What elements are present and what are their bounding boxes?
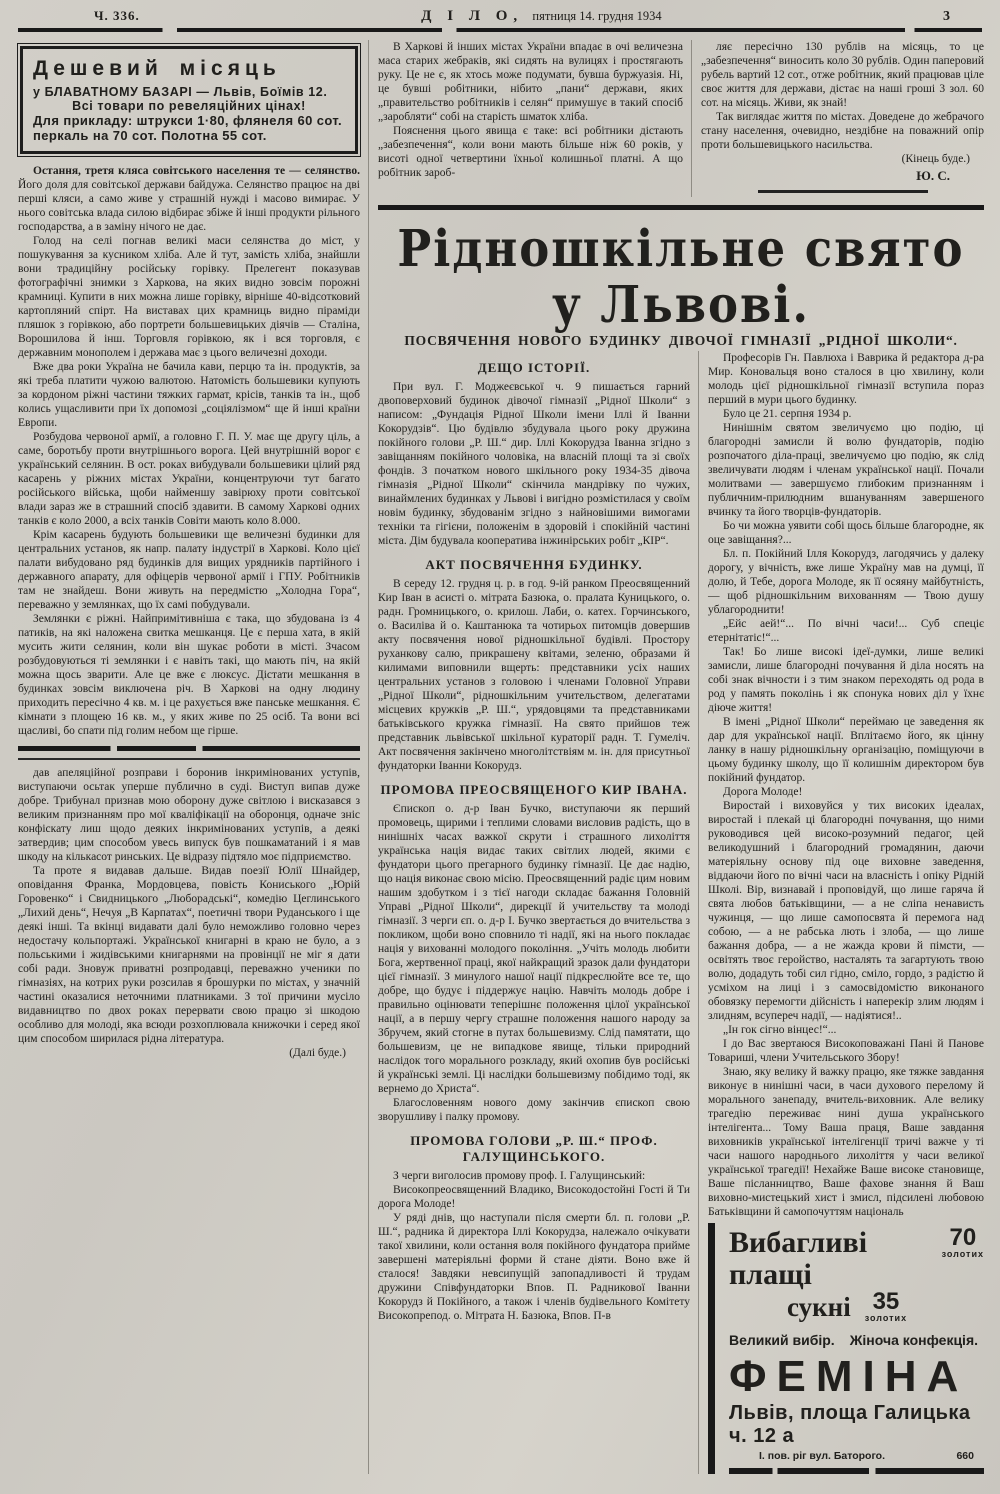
paragraph: „Ейс аей!“... По вічні часи!... Суб спеціє етернітатіс!“... [708, 618, 984, 644]
author-signature: Ю. С. [916, 168, 950, 183]
section-chairman-speech [378, 1169, 690, 1323]
paragraph: При вул. Г. Моджеєвської ч. 9 пишається гарний двоповерховий будинок дівочої гімназії „Рідної Школи“ з написом: „Фундація Рідної Школи імени Іллі й Іванни Кокорудзів“. Цю будівлю збудувала цього року дружина покійного голови „Р. Ш.“ дир. Іллі Кокорудза Іванна згідно з завіщанням покійного чоловіка, на власній площі та зі своїх фондів. З початком нового шкільного року 1934-35 дівоча гімназія „Рідної Школи“ скінчила мандрівку по чужих, винаймлених будинках у Львові і вигідно розмістилася у своїм новім будинку, збудованім згідно з найновішими вимогами техніки та гігієни, положенім в здоровій і спокійній частині міста. Дім будувала кооператива інжинірських робіт „КІР“. [378, 381, 690, 547]
feature-top-rule [378, 205, 984, 210]
paragraph: У ряді днів, що наступали після смерти бл. п. голови „Р. Ш.“, радника й директора Іллі Кокорудза, належало очікувати такої хвилини, коли остання воля покійного фундатора прийме завершені матеріяльні форми й стане діяти. Воно вже й сталося! Завдяки невсипущій запопадливості й трудам дружини Співфундаторки Впов. П. Радникової Іванни Кокорудз й Покійного, а також і членів будівельного Комітету Високопрепод. о. Мітрата Н. Базюка, Впов. П-в [378, 1212, 690, 1322]
soviet-life-middle-column [378, 40, 691, 180]
femina-corner-note: І. пов. ріг вул. Баторого. [759, 1450, 886, 1462]
short-rule [758, 190, 928, 193]
section-heading: АКТ ПОСВЯЧЕННЯ БУДИНКУ. [425, 557, 643, 572]
ad-line: у БЛАВАТНОМУ БАЗАРІ — Львів, Боїмів 12. [33, 85, 328, 99]
paragraph: Нинішнім святом звеличуємо цю подію, ці благородні замисли й волю фундаторів, подію розпочатого діла-праці, звеличуємо цю подію, як слід звеличувати людям і членам української нації. Почали молитвами — завершуємо глибоким признанням і публичним-прилюдним вшануванням завершеного вчинку та його творців-фундаторів. [708, 422, 984, 518]
femina-ad-number: 660 [956, 1450, 974, 1462]
feature-headline-block [378, 217, 984, 351]
paragraph: Землянки є ріжні. Найпримітивніша є така, що збудована із 4 патиків, на які наложена свитка мешканця. Це є перша хата, в якій мусить жити селянин, коли він шукає роботи в місті. Зчасом розбудовуються ті землянки і є навіть такі, що мають піч, на якій можна щось зварити. Але це вже є люксус. Дістати мешкання в будинках зовсім виключена річ. В Харкові на одну людину приходить пересічно 4 кв. м. і це рахується вже панське мешкання. Є кімнати з площею 16 кв. м., у яких живе по 25 осіб. Та вони всі щасливі, бо спати під голим небом ще гірше. [18, 613, 360, 737]
paragraph: Єпископ о. д-р Іван Бучко, виступаючи як перший промовець, щирими і теплими словами висловив радість, що в нинішніх часах важкої скрути і страшного лихоліття українська нація видає таких світлих людей, якими є фундатори цього прегарного будинку гімназії. Це дає надію, що нація виконає свою місію. Преосвященний радіє цим новим нашим здобутком і з тієї нагоди складає бажання Головній Управі „Рідної Школи“, дирекції й учительству та молоді гімназії. З черги єп. о. д-р І. Бучко звертається до вчительства з покликом, щоби воно сповнило ті надії, які на нього покладає нація у вихованні молодого покоління. „Учіть молодь любити Бога, жертвенної праці, якої найкращий зразок дали фундатори цієї гімназії. З минулого нашої нації підкреслюйте все те, що добре, що будує і піддержує націю. Навчіть молодь добре і правильно оцінювати теперішнє положення цілої української нації, а в першу чергу страшне положення нашого народу за Збручем, який стогне в путах большевизму. Слід памятати, що большевизм, це не випадкове явище, тільки природний наслідок того морального розкладу, який охопив був російські й українські землі. Ці наслідки большевизму побідимо тоді, як вернемо до Христа“. [378, 803, 690, 1095]
section-divider [18, 746, 360, 751]
paragraph: Бо чи можна уявити собі щось більше благородне, як оце завіщання?... [708, 520, 984, 546]
page-header [16, 4, 984, 28]
paragraph: Голод на селі погнав великі маси селянства до міст, у пошукування за кусником хліба. Але й тут, замість хліба, знайшли вони традиційну російську горівку. Прелегент показував фотографічні знимки з Харкова, на яких видно зовсім порожні крамниці. Купити в них можна лише горівку, вірніше 40-відсотковий картопляний спірт. На виставах цих крамниць видно піраміди пляшок з горівкою, або портрети большевицьких діячів — Сталіна, Ворошилова й інш. Торговля горівкою, як і вся торговля, є державним монополем і держава має з цього величезні доходи. [18, 235, 360, 359]
paragraph: І до Вас звертаюся Високоповажані Пані й Панове Товариші, члени Учительського Збору! [708, 1038, 984, 1064]
section-bishop-speech [378, 802, 690, 1124]
paragraph: Так виглядає життя по містах. Доведене до жебрачого стану населення, очевидно, нездібне на поважний опір проти большевицького насильства. [701, 111, 984, 151]
masthead [140, 8, 943, 25]
femina-address: Львів, площа Галицька ч. 12 а [729, 1402, 971, 1447]
ad-title: Дешевий місяць [33, 57, 281, 80]
section-heading: ДЕЩО ІСТОРІЇ. [477, 360, 591, 375]
feature-subtitle: ПОСВЯЧЕННЯ НОВОГО БУДИНКУ ДІВОЧОЇ ГІМНАЗІЇ „РІДНОЇ ШКОЛИ“. [404, 333, 958, 348]
paragraph: Пояснення цього явища є таке: всі робітники дістають „забезпечення“, коли вони мають більше ніж 60 років, у висоті одної четвертини їхньої колишньої платні. А що робітник зароб- [378, 125, 683, 179]
main-columns [16, 34, 984, 1474]
paragraph: В Харкові й інших містах України впадає в очі величезна маса старих жебраків, які сидять на вулицях і простягають руку. Це не є, як хтось може подумати, бувша буржуазія. Ні, це бувші робітники, нібито „пани“ держави, яких „правительство робітників і селян“ примушує в такий спосіб „заробляти“ собі на старість шматок хліба. [378, 41, 683, 123]
masthead-title: Д І Л О, [421, 8, 524, 24]
top-continuation-row [378, 40, 984, 197]
femina-confection: Жіноча конфекція. [849, 1332, 978, 1348]
soviet-life-right-column [691, 40, 984, 197]
paragraph: „Ін гок сігно вінцес!“... [723, 1024, 837, 1036]
section-history [378, 380, 690, 548]
ad-blavatny-bazaar [20, 46, 358, 154]
article-ending: (Кінець буде.) [901, 153, 970, 165]
feature-middle-column [378, 351, 698, 1323]
article-soviet-life-left [18, 164, 360, 738]
memoir-signoff: (Далі буде.) [289, 1047, 346, 1059]
ad-femina [708, 1223, 984, 1474]
paragraph: В середу 12. грудня ц. р. в год. 9-ій ранком Преосвященний Кир Іван в асисті о. мітрата Базюка, о. пралата Куницького, о. радн. Громницького, о. крилош. Лаби, о. катех. Горчинського, о. Василіва й о. Каштанюка та чотирьох питомців довершив акту посвячення нової рідношкільної будівлі. Простору руханкову салю, прикрашену квітами, зеленю, образами й килимами виповнили вщерть: представники усіх наших центральних установ з головою і членами Головної Управи „Рідної Школи“, рідношкільним учительством, делегатами місцевих кружків „Р. Ш.“, урядовцями та представниками батьківського кружка гімназії. На свято прийшов теж представник львівської шкільної кураторії радн. Т. Гумеліч. Акт посвячення закінчено многолітствіям м. ін. для присутньої фундаторки Іванни Кокорудз. [378, 578, 690, 772]
section-heading: ПРОМОВА ГОЛОВИ „Р. Ш.“ ПРОФ. ГАЛУЩИНСЬКОГО. [410, 1133, 658, 1164]
paragraph: Так! Бо лише високі ідеї-думки, лише великі замисли, лише благородні почування й діла носять на собі знак вічности і з тим знаком переходять од рода в род у память поколінь і як спонука нових діл у їхнє діюче життя! [708, 646, 984, 714]
ad-line: Для прикладу: штрукси 1·80, флянеля 60 сот. [33, 113, 343, 128]
paragraph: Благословенням нового дому закінчив єпископ свою зворушливу і палку промову. [378, 1097, 690, 1123]
paragraph: Знаю, яку велику й важку працю, яке тяжке завдання виконує в нинішні часи, в часи духового перелому й морального занепаду, вчитель-виховник. Але велику трагедію переживає нині душа українського інтелігента... Тому Ваша праця, Ваше завдання виховників української інтелігенції тричі важче у ті часи нашого народнього лихоліття у часи великої української трагедії! Нехайже Ваше високе становище, Ваше післанництво, Ваше фахове знання й Ваш виховно-мистецький хист і змисл, підсилені любовою Батьківщини й самопочуттям національ [708, 1066, 984, 1218]
paragraph: ляє пересічно 130 рублів на місяць, то це „забезпечення“ виносить коло 30 рублів. Один паперовий рубель вартий 12 сот., отже робітник, який працював ціле своє життя для держави, дістає на наші гроші 3 зол. 60 сот. на місяць. Живи, як знай! [701, 41, 984, 109]
paragraph: Остання, третя кляса совітського населення те — селянство. Його доля для совітської держави байдужа. Селянство працює на дві перші кляси, а само живе у страшній нужді і масово вимирає. У нього совітська влада силою відбирає збіже й інші продукти рільного господарства, а в заміну нічого не дає. [18, 165, 360, 233]
section-consecration [378, 577, 690, 773]
ad-line: Всі товари по ревеляційних цінах! [72, 99, 306, 113]
ad-line: перкаль на 70 сот. Полотна 55 сот. [33, 128, 267, 143]
femina-tagline [729, 1332, 984, 1348]
masthead-date: пятниця 14. грудня 1934 [532, 9, 662, 23]
paragraph: Крім касарень будують большевики ще величезні будинки для центральних установ, як напр. палату індустрії в Харкові. Коло цієї палати вибудовано ряд будинків для вищих урядників партійного і державного апарату, для офіцерів червоної армії і ГПУ. Робітників там не знайдеш. Вони живуть на передмістю „Холодна Гора“, переважно у землянках, що їх самі побудували. [18, 529, 360, 611]
feature-columns [378, 351, 984, 1474]
femina-price-dresses [864, 1288, 908, 1323]
paragraph: Високопреосвященний Владико, Високодостойні Гості й Ти дорога Молоде! [378, 1184, 690, 1210]
article-memoir [18, 766, 360, 1046]
issue-number: Ч. 336. [94, 8, 140, 23]
section-heading: ПРОМОВА ПРЕОСВЯЩЕНОГО КИР ІВАНА. [380, 782, 688, 797]
paragraph: Бл. п. Покійний Ілля Кокорудз, лагодячись у далеку дорогу, у вічність, вже лише Україну мав на думці, її долю, й Тебе, дорога Молоде, як її осяяну майбутність, — щоб рідношкільним вихованням — Твою душу ублагороднити! [708, 548, 984, 616]
femina-brand: ФЕМІНА [729, 1352, 969, 1401]
femina-price-coats [941, 1224, 984, 1259]
paragraph: Вже два роки Україна не бачила кави, перцю та ін. продуктів, за які треба платити чужою валютою. Натомість большевики купують за кордоном ріжні частини тяжких гармат, крісів, танків та ін., щоб колись ущасливити при їх допомозі „соціялізмом“ ще й інші країни Европи. [18, 361, 360, 429]
femina-row-dresses [729, 1288, 984, 1323]
price-value: 70 [949, 1224, 977, 1251]
paragraph: З черги виголосив промову проф. І. Галущинський: [393, 1170, 646, 1182]
price-value: 35 [872, 1288, 900, 1315]
paragraph: Та проте я видавав дальше. Видав поезії Юлії Шнайдер, оповідання Франка, Мордовцева, повість Кониського „Юрій Горовенко“ і Свидницького „Люборадські“, комедію Цеглинського „Лихий день“, Нечуя „В Карпатах“, поетичні твори Руданського і ще деякі інші. Та вкінці видавати далі було неможливо головно через недостачу кольпортажі. Української книгарні в краю не було, а з польськими і жидівськими книгарнями на провінції не міг я дати собі ради. Зновуж приватні розпродавці, переважно ученики по гімназіях, на котрих руки розсилав я брошурки по містах, у значній частині оказалися неточними платниками. З тої причини мусіло видавництво по двох роках перервати свою працю зі шкодою особливо для молоді, яка всюди розхоплювала книжочки і серед якої цим способом ширилася рідна література. [18, 865, 360, 1045]
soviet-life-right-text [701, 40, 984, 152]
price-unit: золотих [864, 1313, 908, 1323]
feature-headline: Рідношкільне свято у Львові. [397, 218, 965, 335]
left-column [16, 40, 368, 1060]
paragraph: Розбудова червоної армії, а головно Г. П. У. має ще другу ціль, а саме, боротьбу проти внутрішнього ворога. Цей внутрішній ворог є український селянин. В ост. роках вибудували большевики цілий ряд касарень у ріжних містах України, концентруючи тут багато російського війська, щоби найменшу завірюху проти совітської влади зараз же в страшний спосіб здавити. В самому Харкові одних танків є коло 2000, а всіх танків Совіти мають коло 8.000. [18, 431, 360, 527]
feature-right-column [698, 351, 984, 1474]
section-divider-thin [18, 758, 360, 760]
price-unit: золотих [941, 1249, 984, 1259]
femina-bottom-rule [729, 1468, 984, 1474]
paragraph: Професорів Гн. Павлюха і Ваврика й редактора д-ра Мир. Коновальця воно сталося в цю хвилину, коли молодь цієї рідношкільної гімназії вступила пораз перший в мури цього будинку. [708, 352, 984, 406]
right-region [368, 40, 984, 1474]
paragraph: В імені „Рідної Школи“ переймаю це заведення як дар для української нації. Вплітаємо його, як цінну ланку в нашу рідношкільну організацію, поміщуючи в цьому будинку школу, що її колишнім директором був покійний фундатор. [708, 716, 984, 784]
femina-selection: Великий вибір. [729, 1332, 835, 1348]
femina-item-dresses: сукні [787, 1292, 851, 1322]
page-number: 3 [943, 9, 950, 24]
paragraph: Дорога Молоде! [723, 786, 803, 798]
femina-item-coats: Вибагливі плащі [729, 1226, 868, 1291]
femina-address-detail [729, 1448, 984, 1462]
header-rule [18, 28, 982, 32]
femina-row-coats [729, 1224, 984, 1291]
feature-right-text [708, 351, 984, 1219]
paragraph: Виростай і виховуйся у тих високих ідеалах, виростай і плекай ці благородні почування, що ними руководився цей високо-розумний педагог, цей великодушний і благородний громадянин, даючи матеріяльну основу під оце виховне заведення, віддаючи його по вічні часи на власність і опіку Рідній Школі. Вір, визнавай і проповідуй, що лише гаряча й свята любов батьківщини, — а не сліпа ненависть чужинця, — що лише самопосвята й перемога над собою, — а не рабська лють і злоба, — що лише бажання добра, — а не жажда крови й пімсти, — освітять твоє геройство, насталять та загартують твою волю, додадуть тобі сил гідно, сміло, гордо, з радістю й усміхом на лиці і з самосвідомістю виконаного обовязку перемогти дійсність і наперекір злим людям і злидням, всупереч надії, — надіятися!.. [708, 800, 984, 1022]
paragraph: дав апеляційної розправи і боронив інкримінованих уступів, виступаючи осьтак уперше публично в суді. Виступ випав дуже добре. Трибунал признав мою оборону дуже світлою і висказався з великим признанням про мої кваліфікації на оборонця, одначе зніс конфіскату лиш щодо деяких інкримінованих уступів, а деякі затвердив; цим способом увесь випуск був пошкаматаний і я мав шкоду на кількасот ринських. Це відразу підтяло моє підприємство. [18, 767, 360, 863]
paragraph: Було це 21. серпня 1934 р. [723, 408, 852, 420]
